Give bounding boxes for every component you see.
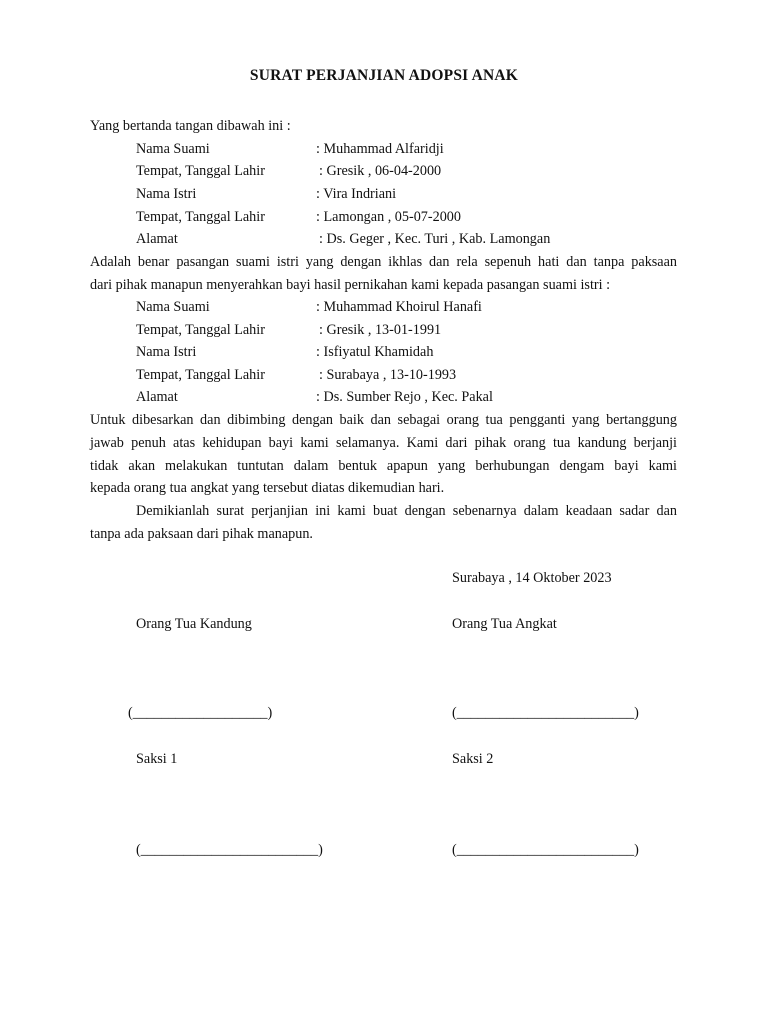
party1-husband-label: Nama Suami bbox=[136, 141, 210, 157]
witness2-signature-line: (_________________________) bbox=[452, 842, 639, 858]
biological-parent-signature-line: (___________________) bbox=[128, 705, 273, 721]
place-date: Surabaya , 14 Oktober 2023 bbox=[452, 570, 612, 586]
party2-husband-birth-label: Tempat, Tanggal Lahir bbox=[136, 322, 265, 338]
party2-husband-value: : Muhammad Khoirul Hanafi bbox=[316, 299, 482, 315]
party1-husband-birth-label: Tempat, Tanggal Lahir bbox=[136, 163, 265, 179]
party2-address-label: Alamat bbox=[136, 389, 178, 405]
party2-husband-birth-value: : Gresik , 13-01-1991 bbox=[319, 322, 442, 338]
party2-wife-birth-label: Tempat, Tanggal Lahir bbox=[136, 367, 265, 383]
party1-wife-birth-value: : Lamongan , 05-07-2000 bbox=[316, 209, 461, 225]
closing-line: tanpa ada paksaan dari pihak manapun. bbox=[90, 525, 313, 542]
statement-line: dari pihak manapun menyerahkan bayi hasil pernikahan kami kepada pasangan suami istri : bbox=[90, 276, 611, 293]
party2-address-value: : Ds. Sumber Rejo , Kec. Pakal bbox=[316, 389, 493, 405]
party2-husband-label: Nama Suami bbox=[136, 299, 210, 315]
party1-husband-birth-value: : Gresik , 06-04-2000 bbox=[319, 163, 442, 179]
purpose-line: Untuk dibesarkan dan dibimbing dengan baik dan sebagai orang tua pengganti yang bertanggung bbox=[90, 412, 677, 428]
party1-address-label: Alamat bbox=[136, 231, 178, 247]
closing-paragraph bbox=[90, 500, 677, 546]
party1-wife-label: Nama Istri bbox=[136, 186, 197, 202]
adoptive-parent-signature-line: (_________________________) bbox=[452, 705, 639, 721]
party1-husband-value: : Muhammad Alfaridji bbox=[316, 141, 444, 157]
party2-wife-value: : Isfiyatul Khamidah bbox=[316, 344, 434, 360]
biological-parent-label: Orang Tua Kandung bbox=[136, 616, 252, 632]
witness2-label: Saksi 2 bbox=[452, 751, 494, 767]
purpose-line: kepada orang tua angkat yang tersebut diatas dikemudian hari. bbox=[90, 480, 445, 497]
purpose-line: jawab penuh atas kehidupan bayi kami selamanya. Kami dari pihak orang tua kandung berjanji bbox=[90, 434, 677, 451]
party1-address-value: : Ds. Geger , Kec. Turi , Kab. Lamongan bbox=[319, 231, 551, 247]
party1-wife-value: : Vira Indriani bbox=[316, 186, 397, 202]
witness1-label: Saksi 1 bbox=[136, 751, 178, 767]
party2-wife-label: Nama Istri bbox=[136, 344, 197, 360]
witness1-signature-line: (_________________________) bbox=[136, 842, 323, 858]
statement-line: Adalah benar pasangan suami istri yang dengan ikhlas dan rela sepenuh hati dan tanpa paksaan bbox=[90, 254, 677, 270]
purpose-line: tidak akan melakukan tuntutan dalam bentuk apapun yang berhubungan dengam bayi kami bbox=[90, 457, 677, 474]
party2-wife-birth-value: : Surabaya , 13-10-1993 bbox=[319, 367, 457, 383]
adoptive-parent-label: Orang Tua Angkat bbox=[452, 616, 557, 632]
statement-paragraph bbox=[90, 251, 677, 297]
party1-wife-birth-label: Tempat, Tanggal Lahir bbox=[136, 209, 265, 225]
purpose-paragraph bbox=[90, 409, 677, 500]
closing-line: Demikianlah surat perjanjian ini kami buat dengan sebenarnya dalam keadaan sadar dan bbox=[136, 503, 677, 519]
document-title: SURAT PERJANJIAN ADOPSI ANAK bbox=[249, 67, 519, 84]
intro-text: Yang bertanda tangan dibawah ini : bbox=[90, 118, 291, 134]
